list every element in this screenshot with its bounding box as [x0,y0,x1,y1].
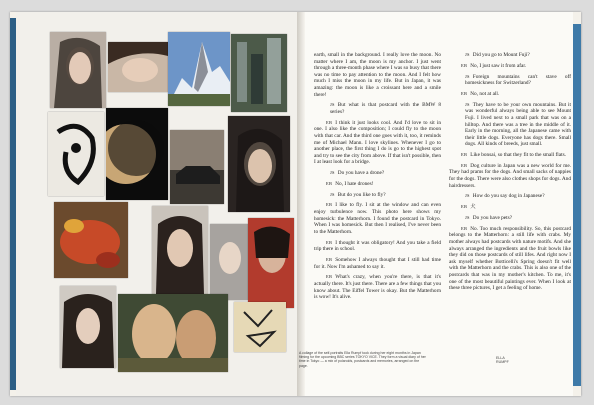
interview-answer [449,91,571,98]
speaker-mark: JS [465,73,470,79]
interview-question [314,170,441,177]
speaker-mark: EB [461,204,468,210]
paragraph-text: But do you like to fly? [337,191,386,198]
portrait-photo-1 [50,32,106,108]
speaker-mark: JS [330,191,335,197]
interview-question [449,193,571,200]
paragraph-text: No, not at all. [470,90,500,97]
paragraph-text: I think it just looks cool. And I'd love to sit in one. I also like the composition; I could fly to the moon with that car. And the third one goes with it, too, it reminds me of Michael Mann. I love skylines. Whenever I go to another place, the first thing I do is go to the highest spot and try to see the city from above. If that isn't possible, then I at least look for a bridge. [314,119,441,166]
right-page-edge [573,24,581,386]
interview-answer [314,240,441,253]
paragraph-text: Did you go to Mount Fuji? [472,52,530,58]
speaker-mark: EB [326,180,333,186]
speaker-mark: EB [461,152,468,158]
paragraph-text: How do you say dog in Japanese? [472,193,545,200]
speaker-mark: JS [330,170,335,176]
portrait-photo-2 [228,116,290,212]
paragraph-text: Foreign mountains can't stave off homesickness for Switzerland? [465,73,571,87]
interview-question [449,102,571,148]
interview-question [449,52,571,59]
speaker-mark: EB [461,225,468,231]
left-page-collage [16,12,297,396]
credit-line-1: ELLA [496,356,505,360]
interview-column-left [314,52,441,305]
speaker-mark: EB [326,119,333,125]
moon-photo [106,108,168,200]
car-postcard [170,130,224,204]
interview-question [314,102,441,115]
speaker-mark: EB [326,274,333,280]
paragraph-text: No. Too much responsibility. So, this postcard belongs to the Matterhorn: a still life with crabs. My mother always had postcards with nature motifs. And she always arranged the ingredients and the fruit bowls like they did on those postcards of still lifes. And right now I ask myself whether Botticelli's Spring doesn't fit well with the Matterhorn and the crabs. This is also one of the postcards that was in my mother's kitchen. To me, it's one of the most beautiful paintings ever. When I look at these three pictures, I get a feeling of home. [449,225,571,292]
interview-answer [314,120,441,166]
paragraph-text: No, I just saw it from afar. [470,62,527,69]
paragraph-text: Do you have a drone? [337,170,385,177]
matterhorn-postcard [168,32,230,106]
paragraph-text: I like to fly. I sit at the window and can even enjoy turbulence now. This photo here shows my homesick: the Matterhorn. I found the postcard in Tokyo. When I was homesick. But then I realised, I've never been to the Matterhorn. [314,202,441,235]
interview-answer [314,181,441,188]
interview-column-right [449,52,571,296]
paragraph-text: No, I hate drones! [335,180,374,187]
interview-answer [449,63,571,70]
speaker-mark: EB [326,256,333,262]
interview-answer [314,202,441,235]
interview-question [449,215,571,222]
speaker-mark: JS [330,102,335,108]
photo-credit [496,356,509,365]
paragraph-text: Do you have pets? [472,214,513,221]
photo-caption: A collage of the self-portraits Ella Rumpf took during her eight months in Japan filming for the upcoming BBC series TOKYO VICE. They form a visual diary of her time in Tokyo — a mix of polaroids, postcards and memories, arranged on the page. [299,351,426,368]
interview-question [314,192,441,199]
interview-answer [449,204,571,211]
interview-question [449,74,571,87]
credit-line-2: RUMPF [496,360,509,365]
paragraph-text: 犬 [470,204,476,211]
speaker-mark: EB [326,239,333,245]
portrait-photo-6 [60,286,116,368]
speaker-mark: EB [461,62,468,68]
paragraph-text: But what is that postcard with the BMW 8 series? [330,102,441,115]
sleeping-portrait-photo [108,42,168,92]
botticelli-postcard [118,294,228,372]
speaker-mark: EB [461,162,468,168]
speaker-mark: JS [465,193,470,199]
paragraph-text: Like bonsai, so that they fit to the small flats. [470,152,566,159]
book-gutter [297,12,305,396]
paragraph-text: Dog culture in Japan was a new world for me. They had prams for the dogs. And small sacks of nappies for the dogs. There were also clothes shops for dogs. And hairdressers. [449,162,571,189]
portrait-photo-3 [152,206,208,294]
interview-answer [449,163,571,189]
interview-answer [314,257,441,270]
crab-still-life-postcard [54,202,128,278]
portrait-photo-4 [210,224,248,300]
speaker-mark: JS [465,101,470,107]
interview-answer [449,152,571,159]
paragraph-text: earth, small in the background. I really love the moon. No matter where I am, the moon is my anchor. I just went through a three-month phase where I was so busy that there was no time to pay attention to the moon. And I felt how much I miss the moon in my life. But in Japan, it was amazing: the moon is like a croissant here and a smile there! [314,52,441,98]
skyline-postcard [231,34,287,112]
paragraph-text: What's crazy, when you're there, is that it's actually there. It's just there. There are a few things that you know about. The Eiffel Tower is okay. But the Matterhorn is wow! It's alive. [314,274,441,301]
portrait-photo-5 [248,218,294,308]
speaker-mark: EB [326,202,333,208]
sketch-note-card [234,302,286,352]
ink-drawing-photo [48,112,104,196]
interview-answer [449,226,571,292]
interview-answer [314,274,441,300]
paragraph-text: Somehow I always thought that I still had time for it. Now I'm ashamed to say it. [314,256,441,270]
interview-answer [314,52,441,98]
speaker-mark: EB [461,90,468,96]
speaker-mark: JS [465,214,470,220]
paragraph-text: They have to be your own mountains. But it was wonderful always being able to see Mount Fuji. I lived next to a small park that was on a hilltop. And there was a tree in the middle of it. Early in the morning, all the Japanese came with their little dogs. Everyone has dogs there. Small dogs. All kinds of breeds, just small. [465,101,571,148]
paragraph-text: I thought it was obligatory! And you take a field trip there in school. [314,239,441,253]
speaker-mark: JS [465,52,470,57]
